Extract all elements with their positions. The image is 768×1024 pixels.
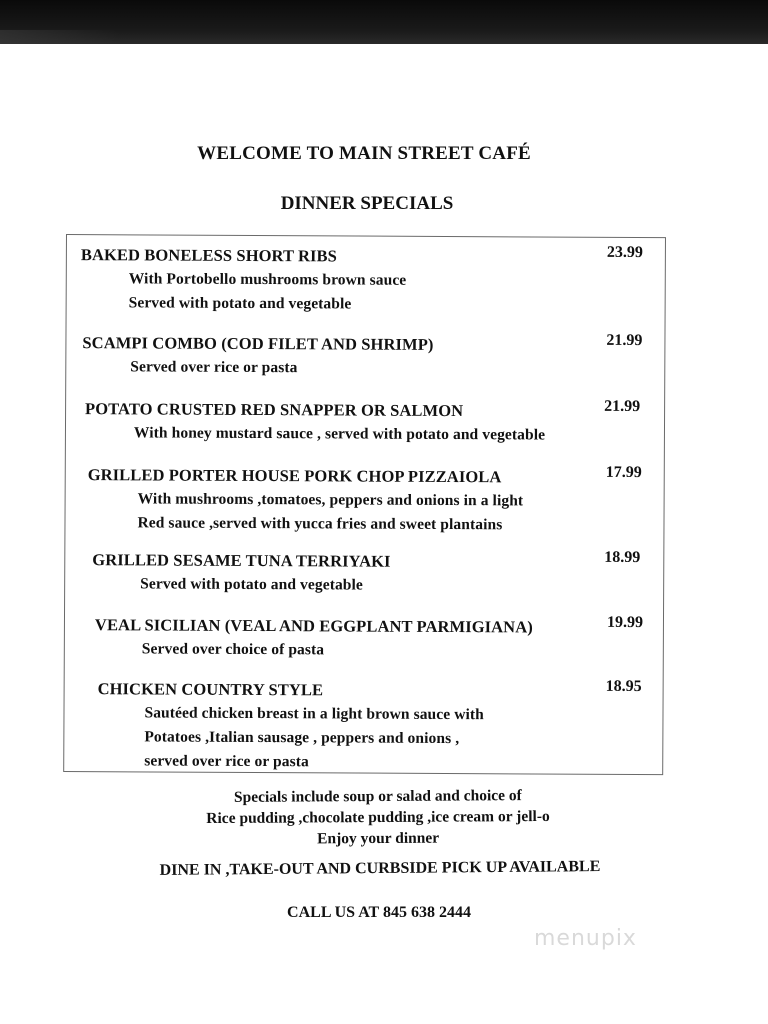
footer-line: Enjoy your dinner [317, 829, 440, 848]
item-description [137, 487, 523, 537]
description-line: served over rice or pasta [144, 752, 309, 771]
item-description [129, 267, 407, 316]
item-price: 18.99 [604, 548, 641, 567]
top-dark-band [0, 0, 768, 44]
item-price: 21.99 [604, 397, 641, 416]
menu-item-chicken-country [65, 677, 663, 771]
menu-item-short-ribs [67, 243, 665, 313]
item-price: 23.99 [606, 243, 643, 262]
description-line: Potatoes ,Italian sausage , peppers and onions , [144, 728, 460, 748]
item-name: CHICKEN COUNTRY STYLE [97, 679, 324, 700]
item-name: GRILLED SESAME TUNA TERRIYAKI [92, 550, 391, 571]
item-description [130, 355, 297, 380]
item-name: VEAL SICILIAN (VEAL AND EGGPLANT PARMIGIANA) [94, 615, 533, 637]
description-line: Served over rice or pasta [130, 358, 298, 377]
menu-item-veal-sicilian [65, 613, 663, 659]
menu-item-sesame-tuna [65, 548, 663, 594]
description-line: With Portobello mushrooms brown sauce [128, 270, 407, 289]
description-line: Sautéed chicken breast in a light brown sauce with [144, 704, 484, 724]
description-line: Served with potato and vegetable [140, 575, 363, 594]
service-options: DINE IN ,TAKE-OUT AND CURBSIDE PICK UP AVAILABLE [159, 858, 601, 879]
menu-item-red-snapper [66, 397, 664, 444]
specials-footer-note [0, 784, 762, 852]
item-description [134, 421, 545, 447]
item-name: SCAMPI COMBO (COD FILET AND SHRIMP) [82, 333, 434, 354]
item-description [142, 637, 324, 662]
phone-line: CALL US AT 845 638 2444 [287, 904, 471, 921]
item-description [140, 572, 363, 597]
item-name: BAKED BONELESS SHORT RIBS [80, 245, 338, 266]
item-name: GRILLED PORTER HOUSE PORK CHOP PIZZAIOLA [87, 465, 502, 487]
item-price: 17.99 [605, 463, 642, 482]
dinner-specials-heading: DINNER SPECIALS [280, 193, 454, 214]
menu-item-pork-chop [66, 463, 664, 534]
menupix-watermark: menupix [534, 926, 637, 951]
welcome-heading: WELCOME TO MAIN STREET CAFÉ [197, 143, 531, 164]
description-line: Served with potato and vegetable [128, 294, 352, 313]
description-line: With mushrooms ,tomatoes, peppers and onions in a light [137, 490, 524, 510]
description-line: With honey mustard sauce , served with potato and vegetable [133, 424, 546, 444]
description-line: Red sauce ,served with yucca fries and sweet plantains [137, 514, 503, 534]
specials-box [63, 234, 666, 775]
footer-line: Rice pudding ,chocolate pudding ,ice cream or jell-o [206, 807, 550, 828]
item-name: POTATO CRUSTED RED SNAPPER OR SALMON [85, 399, 464, 421]
menu-item-scampi-combo [66, 331, 664, 377]
item-price: 18.95 [605, 677, 642, 696]
footer-line: Specials include soup or salad and choice of [233, 787, 522, 806]
item-description [144, 701, 484, 775]
item-price: 19.99 [606, 613, 644, 632]
item-price: 21.99 [606, 331, 643, 350]
description-line: Served over choice of pasta [141, 640, 325, 659]
